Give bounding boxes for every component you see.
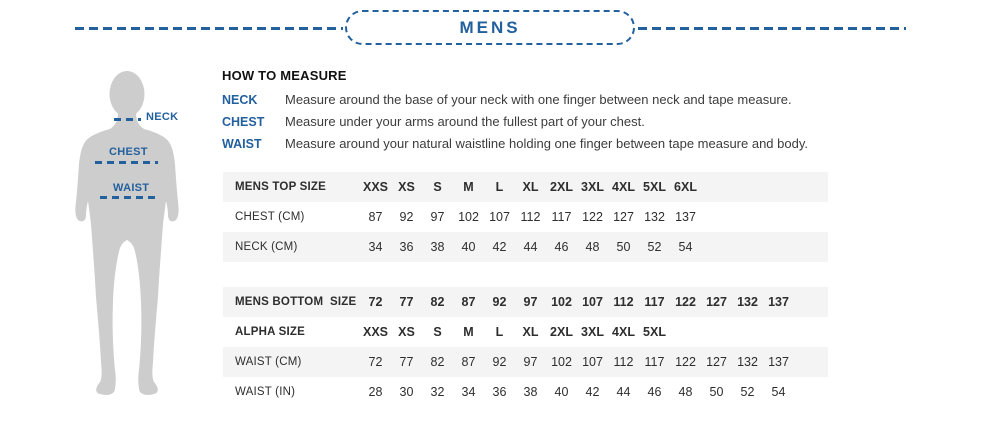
neck-cm-row — [223, 232, 828, 262]
size-cell: 87 — [461, 295, 476, 309]
row-label: ALPHA SIZE — [235, 326, 305, 338]
mens-top-size-table — [223, 172, 828, 262]
top-size-header-row — [223, 172, 828, 202]
size-cell: 137 — [768, 355, 789, 369]
size-cell: S — [433, 325, 442, 339]
size-cell: 32 — [430, 385, 445, 399]
size-cell: 6XL — [674, 180, 697, 194]
size-cell: 42 — [585, 385, 600, 399]
size-cell: 137 — [768, 295, 789, 309]
size-cell: 3XL — [581, 180, 604, 194]
measure-instruction-neck — [222, 92, 942, 114]
size-cell: M — [463, 180, 474, 194]
waist-in-row — [223, 377, 828, 407]
size-cell: 48 — [678, 385, 693, 399]
size-cell: S — [433, 180, 442, 194]
size-cell: 127 — [613, 210, 634, 224]
size-cell: 122 — [675, 355, 696, 369]
size-cell: 4XL — [612, 180, 635, 194]
size-cell: 48 — [585, 240, 600, 254]
size-cell: 30 — [399, 385, 414, 399]
neck-measure-line — [114, 118, 141, 121]
size-cell: 46 — [647, 385, 662, 399]
size-cell: 40 — [554, 385, 569, 399]
size-cell: 72 — [368, 295, 383, 309]
size-cell: 28 — [368, 385, 383, 399]
size-cell: 2XL — [550, 180, 573, 194]
size-cell: 107 — [489, 210, 510, 224]
title-dash-line-left — [75, 27, 343, 30]
measure-instruction-chest — [222, 114, 942, 136]
row-label: NECK (CM) — [235, 241, 298, 253]
alpha-size-row — [223, 317, 828, 347]
title-bar — [0, 0, 1000, 58]
row-label: MENS TOP SIZE — [235, 181, 327, 193]
size-cell: 132 — [737, 295, 758, 309]
title-dash-line-right — [638, 27, 906, 30]
measure-instruction-waist — [222, 136, 942, 158]
size-cell: 82 — [430, 295, 445, 309]
size-cell: 117 — [644, 355, 665, 369]
size-cell: 52 — [740, 385, 755, 399]
size-cell: 44 — [523, 240, 538, 254]
size-cell: 50 — [616, 240, 631, 254]
size-cell: 127 — [706, 295, 727, 309]
size-cell: XXS — [362, 325, 388, 339]
size-cell: XS — [398, 325, 415, 339]
size-cell: 34 — [368, 240, 383, 254]
waist-instruction-text: Measure around your natural waistline holding one finger between tape measure and body. — [285, 136, 808, 151]
size-cell: 54 — [771, 385, 786, 399]
size-cell: 34 — [461, 385, 476, 399]
size-cell: XL — [522, 325, 539, 339]
size-cell: 87 — [368, 210, 383, 224]
neck-instruction-text: Measure around the base of your neck with one finger between neck and tape measure. — [285, 92, 792, 107]
size-cell: 38 — [523, 385, 538, 399]
size-cell: 5XL — [643, 325, 666, 339]
size-cell: 40 — [461, 240, 476, 254]
size-cell: 102 — [551, 295, 572, 309]
size-cell: 54 — [678, 240, 693, 254]
row-label: WAIST (IN) — [235, 386, 296, 398]
chest-label: CHEST — [222, 115, 265, 129]
figure-waist-label: WAIST — [113, 182, 150, 194]
waist-measure-line — [100, 196, 157, 199]
size-cell: 3XL — [581, 325, 604, 339]
chest-instruction-text: Measure under your arms around the fullest part of your chest. — [285, 114, 645, 129]
size-cell: 36 — [399, 240, 414, 254]
size-cell: 132 — [737, 355, 758, 369]
size-cell: 117 — [644, 295, 665, 309]
body-measurement-figure — [55, 62, 205, 402]
chest-cm-row — [223, 202, 828, 232]
size-cell: 97 — [523, 355, 538, 369]
size-cell: 112 — [520, 210, 541, 224]
size-cell: 42 — [492, 240, 507, 254]
how-to-measure-heading: HOW TO MEASURE — [222, 68, 347, 83]
waist-cm-row — [223, 347, 828, 377]
how-to-measure-section — [222, 68, 942, 158]
size-cell: 122 — [675, 295, 696, 309]
size-cell: M — [463, 325, 474, 339]
size-cell: 87 — [461, 355, 476, 369]
size-cell: 132 — [644, 210, 665, 224]
size-cell: 122 — [582, 210, 603, 224]
size-cell: 2XL — [550, 325, 573, 339]
row-label: WAIST (CM) — [235, 356, 302, 368]
size-cell: 97 — [523, 295, 538, 309]
size-cell: 4XL — [612, 325, 635, 339]
page-title: MENS — [459, 17, 521, 37]
size-cell: XL — [522, 180, 539, 194]
size-cell: 127 — [706, 355, 727, 369]
size-cell: 36 — [492, 385, 507, 399]
male-silhouette-icon — [55, 62, 205, 402]
size-cell: 38 — [430, 240, 445, 254]
size-cell: XXS — [362, 180, 388, 194]
size-cell: 82 — [430, 355, 445, 369]
size-cell: 44 — [616, 385, 631, 399]
bottom-size-header-row — [223, 287, 828, 317]
row-label: CHEST (CM) — [235, 211, 305, 223]
size-cell: 5XL — [643, 180, 666, 194]
row-label: MENS BOTTOM SIZE — [235, 296, 357, 308]
figure-chest-label: CHEST — [109, 146, 148, 158]
size-cell: 92 — [399, 210, 414, 224]
size-cell: L — [495, 180, 504, 194]
size-cell: XS — [398, 180, 415, 194]
size-cell: 107 — [582, 295, 603, 309]
size-cell: 77 — [399, 295, 414, 309]
size-cell: 137 — [675, 210, 696, 224]
chest-measure-line — [95, 161, 158, 164]
size-cell: 92 — [492, 295, 507, 309]
figure-neck-label: NECK — [146, 111, 179, 123]
size-cell: 112 — [613, 355, 634, 369]
title-pill — [345, 10, 635, 45]
size-cell: 72 — [368, 355, 383, 369]
size-cell: 97 — [430, 210, 445, 224]
size-cell: 46 — [554, 240, 569, 254]
size-cell: L — [495, 325, 504, 339]
neck-label: NECK — [222, 93, 258, 107]
size-cell: 107 — [582, 355, 603, 369]
waist-label: WAIST — [222, 137, 262, 151]
size-cell: 102 — [458, 210, 479, 224]
size-cell: 117 — [551, 210, 572, 224]
size-cell: 112 — [613, 295, 634, 309]
size-cell: 50 — [709, 385, 724, 399]
size-cell: 77 — [399, 355, 414, 369]
mens-bottom-size-table — [223, 287, 828, 407]
size-cell: 92 — [492, 355, 507, 369]
size-cell: 52 — [647, 240, 662, 254]
size-cell: 102 — [551, 355, 572, 369]
